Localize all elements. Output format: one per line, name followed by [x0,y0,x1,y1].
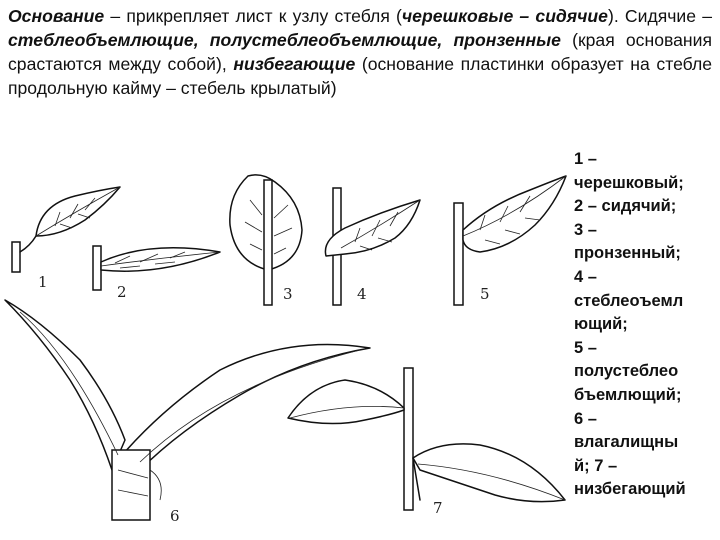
term-petiolate-sessile: черешковые – сидячие [401,6,608,26]
leaf-figure-4 [325,188,420,305]
term-sessile-types: стеблеобъемлющие, полустеблеобъемлющие, пронзенные [8,30,561,50]
leaf-figure-7 [288,368,565,517]
term-base: Основание [8,6,105,26]
figure-label-6: 6 [170,507,180,525]
text-segment: (края основания срастаются между собой), [8,30,712,74]
leaf-figure-5 [454,176,566,305]
text-segment: ). Сидячие – [607,6,713,26]
leaf-figure-1 [12,187,120,291]
text-segment: – прикрепляет лист к узлу стебля ( [104,6,402,26]
figure-label-1: 1 [38,273,48,291]
figure-label-2: 2 [117,283,127,301]
leaf-figure-2 [93,246,220,301]
text-segment: (основание пластинки образует на стебле продольную кайму – стебель крылатый) [8,54,712,98]
figure-label-7: 7 [433,499,443,517]
figure-label-5: 5 [480,285,490,303]
term-decurrent: низбегающие [233,54,356,74]
figure-label-3: 3 [283,285,293,303]
figure-label-4: 4 [357,285,367,303]
figure-legend: 1 – черешковый; 2 – сидячий; 3 – пронзенный; 4 – стеблеоъемл ющий; 5 – полустеблео бъемлющий; 6 – влагалищны й; 7 – низбегающий [574,150,686,499]
leaf-figure-3 [230,175,302,305]
